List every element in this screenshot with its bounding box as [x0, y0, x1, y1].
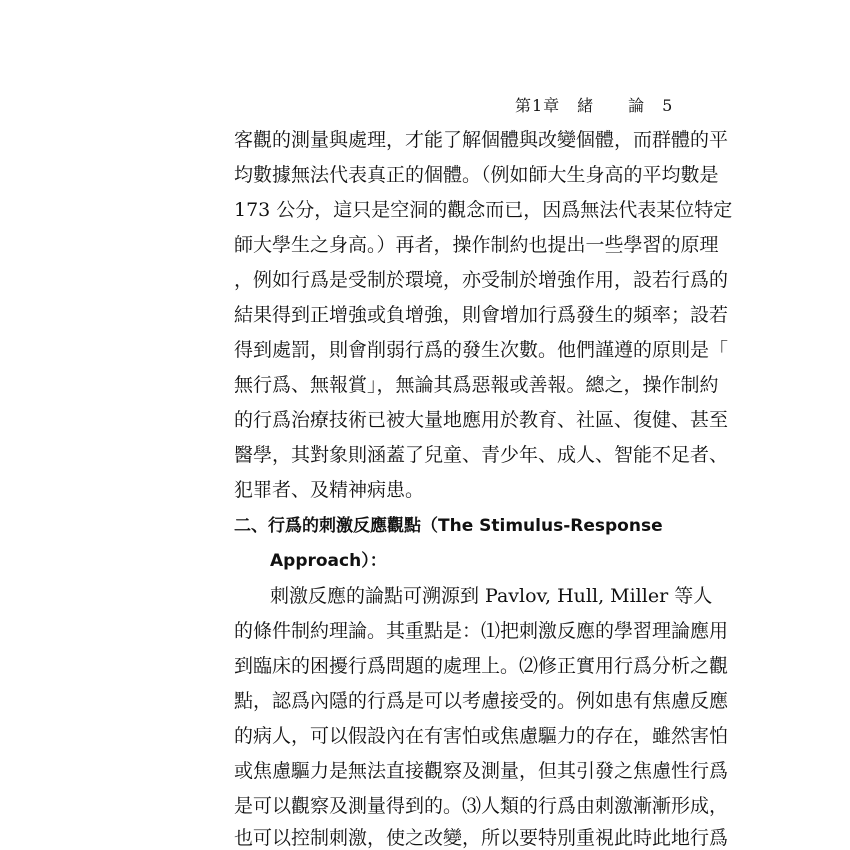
body-line: 醫學，其對象則涵蓋了兒童、青少年、成人、智能不足者、 — [234, 444, 729, 466]
body-line: 的行爲治療技術已被大量地應用於教育、社區、復健、甚至 — [234, 409, 729, 431]
body-line: 的病人，可以假設內在有害怕或焦慮驅力的存在，雖然害怕 — [234, 725, 729, 747]
body-line: 點，認爲內隱的行爲是可以考慮接受的。例如患有焦慮反應 — [234, 690, 729, 712]
paragraph-first-line: 刺激反應的論點可溯源到 Pavlov, Hull, Miller 等人 — [270, 585, 713, 607]
body-line: 均數據無法代表真正的個體。（例如師大生身高的平均數是 — [234, 164, 719, 186]
section-heading: 二、行爲的刺激反應觀點（The Stimulus-Response — [234, 516, 663, 536]
body-line: 或焦慮驅力是無法直接觀察及測量，但其引發之焦慮性行爲 — [234, 760, 729, 782]
body-line: 是可以觀察及測量得到的。⑶人類的行爲由刺激漸漸形成， — [234, 795, 729, 817]
body-line: 師大學生之身高。）再者，操作制約也提出一些學習的原理 — [234, 234, 719, 256]
body-line: 無行爲、無報賞」，無論其爲惡報或善報。總之，操作制約 — [234, 374, 719, 396]
body-line: ，例如行爲是受制於環境，亦受制於增強作用，設若行爲的 — [234, 269, 729, 291]
body-line: 也可以控制刺激，使之改變，所以要特別重視此時此地行爲 — [234, 827, 729, 849]
body-line: 得到處罰，則會削弱行爲的發生次數。他們謹遵的原則是「 — [234, 339, 729, 361]
body-line: 結果得到正增強或負增強，則會增加行爲發生的頻率；設若 — [234, 304, 729, 326]
body-line: 的條件制約理論。其重點是：⑴把刺激反應的學習理論應用 — [234, 620, 729, 642]
body-line: 犯罪者、及精神病患。 — [234, 479, 425, 501]
body-line: 173 公分，這只是空洞的觀念而已，因爲無法代表某位特定 — [234, 199, 733, 221]
running-header: 第1章 緒 論 5 — [515, 96, 674, 115]
body-line: 到臨床的困擾行爲問題的處理上。⑵修正實用行爲分析之觀 — [234, 655, 729, 677]
body-line: 客觀的測量與處理，才能了解個體與改變個體，而群體的平 — [234, 129, 729, 151]
section-heading-continued: Approach）： — [270, 551, 387, 571]
